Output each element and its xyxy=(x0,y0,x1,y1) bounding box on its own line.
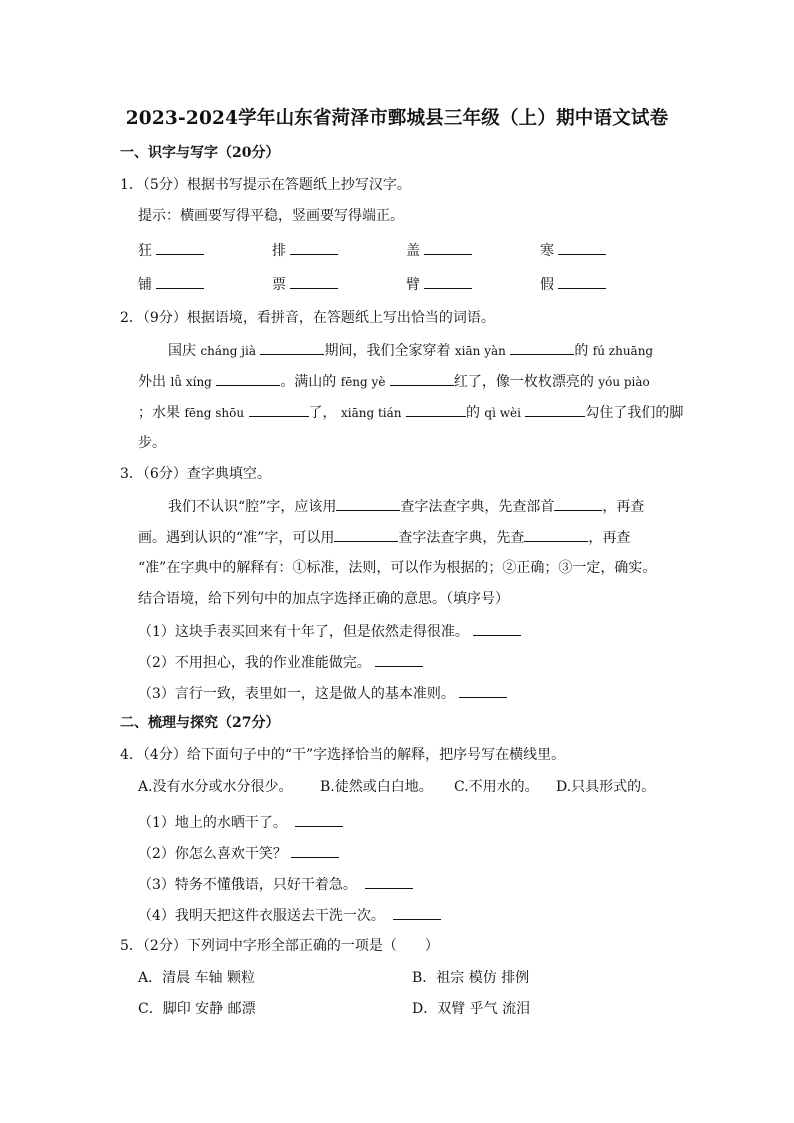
answer-blank[interactable] xyxy=(290,274,338,289)
answer-blank[interactable] xyxy=(334,527,398,542)
answer-blank[interactable] xyxy=(510,340,574,355)
q2-text: 的 xyxy=(465,405,480,421)
q2-text: 国庆 xyxy=(168,343,196,359)
answer-blank[interactable] xyxy=(216,371,280,386)
answer-blank[interactable] xyxy=(473,621,521,636)
q3-text: 查字法查字典，先查部首 xyxy=(400,499,555,515)
q4-sentence-1 xyxy=(138,812,343,833)
q3-paragraph-line-3: “准”在字典中的解释有：①标准，法则，可以作为根据的；②正确；③一定，确实。 xyxy=(138,560,657,576)
q3-sentence-text: （1）这块手表买回来有十年了，但是依然走得很准。 xyxy=(138,624,469,640)
q3-paragraph-line-1 xyxy=(168,496,644,517)
answer-blank[interactable] xyxy=(525,402,585,417)
answer-blank[interactable] xyxy=(260,340,324,355)
q3-sentence-text: （3）言行一致，表里如一，这是做人的基本准则。 xyxy=(138,686,455,702)
q1-char-item xyxy=(138,240,204,261)
copy-char: 狂 xyxy=(138,243,152,259)
pinyin: fú zhuāng xyxy=(592,344,654,358)
answer-blank[interactable] xyxy=(424,240,472,255)
pinyin: fēng yè xyxy=(340,375,386,389)
pinyin: qì wèi xyxy=(484,406,521,420)
pinyin: lǚ xíng xyxy=(170,375,212,389)
answer-blank[interactable] xyxy=(524,527,588,542)
q4-option-c: C.不用水的。 xyxy=(454,779,539,795)
answer-blank[interactable] xyxy=(290,240,338,255)
q1-char-item xyxy=(138,274,204,295)
q4-option-d: D.只具形式的。 xyxy=(556,779,656,795)
q3-text: ，再查 xyxy=(588,530,631,546)
answer-blank[interactable] xyxy=(291,843,339,858)
q5-stem: 5．（2分）下列词中字形全部正确的一项是（ ） xyxy=(120,938,439,954)
q1-char-item xyxy=(406,274,472,295)
answer-blank[interactable] xyxy=(295,812,343,827)
copy-char: 寒 xyxy=(540,243,554,259)
copy-char: 排 xyxy=(272,243,286,259)
q5-option-a[interactable]: A．清晨 车轴 颗粒 xyxy=(138,970,256,986)
q3-sentence-2 xyxy=(138,652,423,673)
answer-blank[interactable] xyxy=(249,402,309,417)
answer-blank[interactable] xyxy=(424,274,472,289)
answer-blank[interactable] xyxy=(558,274,606,289)
section-2-heading: 二、梳理与探究（27分） xyxy=(120,715,280,731)
q2-line-4: 步。 xyxy=(138,435,166,451)
pinyin: fēng shōu xyxy=(184,406,245,420)
q2-text: 的 xyxy=(574,343,589,359)
q4-sentence-text: （1）地上的水晒干了。 xyxy=(138,815,287,831)
q3-text: ，再查 xyxy=(602,499,645,515)
q2-text: 期间，我们全家穿着 xyxy=(324,343,451,359)
q2-text: 红了，像一枚枚漂亮的 xyxy=(453,374,594,390)
answer-blank[interactable] xyxy=(390,371,454,386)
answer-blank[interactable] xyxy=(156,274,204,289)
q3-sentence-text: （2）不用担心，我的作业准能做完。 xyxy=(138,655,371,671)
q1-char-item xyxy=(272,240,338,261)
pinyin: cháng jià xyxy=(200,344,256,358)
copy-char: 假 xyxy=(540,277,554,293)
answer-blank[interactable] xyxy=(375,652,423,667)
q1-char-item xyxy=(540,274,606,295)
pinyin: yóu piào xyxy=(598,375,650,389)
copy-char: 票 xyxy=(272,277,286,293)
q2-text: 。满山的 xyxy=(280,374,337,390)
q2-text: 外出 xyxy=(138,374,166,390)
q4-sentence-3 xyxy=(138,874,413,895)
answer-blank[interactable] xyxy=(365,874,413,889)
copy-char: 铺 xyxy=(138,277,152,293)
answer-blank[interactable] xyxy=(336,496,400,511)
q1-char-item xyxy=(406,240,472,261)
q3-stem: 3．（6分）查字典填空。 xyxy=(120,466,271,482)
section-1-heading: 一、识字与写字（20分） xyxy=(120,145,280,161)
answer-blank[interactable] xyxy=(459,683,507,698)
q1-stem: 1．（5分）根据书写提示在答题纸上抄写汉字。 xyxy=(120,177,411,193)
page-title: 2023-2024学年山东省菏泽市鄄城县三年级（上）期中语文试卷 xyxy=(125,108,669,129)
q2-line-3 xyxy=(138,402,683,423)
q3-paragraph-line-4: 结合语境，给下列句中的加点字选择正确的意思。（填序号） xyxy=(138,591,509,607)
pinyin: xiāng tián xyxy=(340,406,402,420)
answer-blank[interactable] xyxy=(554,496,602,511)
q2-text: 勾住了我们的脚 xyxy=(585,405,684,421)
q3-text: 画。遇到认识的“准”字，可以用 xyxy=(138,530,335,546)
q5-option-d[interactable]: D．双臂 乎气 流泪 xyxy=(412,1001,531,1017)
q2-stem: 2．（9分）根据语境，看拼音，在答题纸上写出恰当的词语。 xyxy=(120,310,495,326)
q1-char-item xyxy=(272,274,338,295)
q4-sentence-2 xyxy=(138,843,339,864)
q4-option-a: A.没有水分或水分很少。 xyxy=(138,779,293,795)
copy-char: 盖 xyxy=(406,243,420,259)
q4-sentence-text: （4）我明天把这件衣服送去干洗一次。 xyxy=(138,908,385,924)
q3-text: 查字法查字典，先查 xyxy=(398,530,525,546)
q2-line-2 xyxy=(138,371,650,392)
q4-sentence-text: （3）特务不懂俄语，只好干着急。 xyxy=(138,877,357,893)
q5-option-b[interactable]: B．祖宗 模仿 排例 xyxy=(412,970,530,986)
q4-stem: 4．（4分）给下面句子中的“干”字选择恰当的解释，把序号写在横线里。 xyxy=(120,747,566,763)
copy-char: 臂 xyxy=(406,277,420,293)
q2-line-1 xyxy=(168,340,653,361)
q4-sentence-4 xyxy=(138,905,441,926)
q2-text: 了， xyxy=(308,405,337,421)
answer-blank[interactable] xyxy=(406,402,466,417)
pinyin: xiān yàn xyxy=(454,344,506,358)
q4-option-b: B.徒然或白白地。 xyxy=(320,779,433,795)
q3-sentence-1 xyxy=(138,621,521,642)
answer-blank[interactable] xyxy=(558,240,606,255)
answer-blank[interactable] xyxy=(393,905,441,920)
q2-text: ；水果 xyxy=(138,405,180,421)
q4-sentence-text: （2）你怎么喜欢干笑？ xyxy=(138,846,287,862)
q5-option-c[interactable]: C．脚印 安静 邮漂 xyxy=(138,1001,256,1017)
q3-text: 我们不认识“腔”字，应该用 xyxy=(168,499,337,515)
answer-blank[interactable] xyxy=(156,240,204,255)
q1-hint: 提示：横画要写得平稳，竖画要写得端正。 xyxy=(138,208,404,224)
q1-char-item xyxy=(540,240,606,261)
q3-sentence-3 xyxy=(138,683,507,704)
q3-paragraph-line-2 xyxy=(138,527,630,548)
